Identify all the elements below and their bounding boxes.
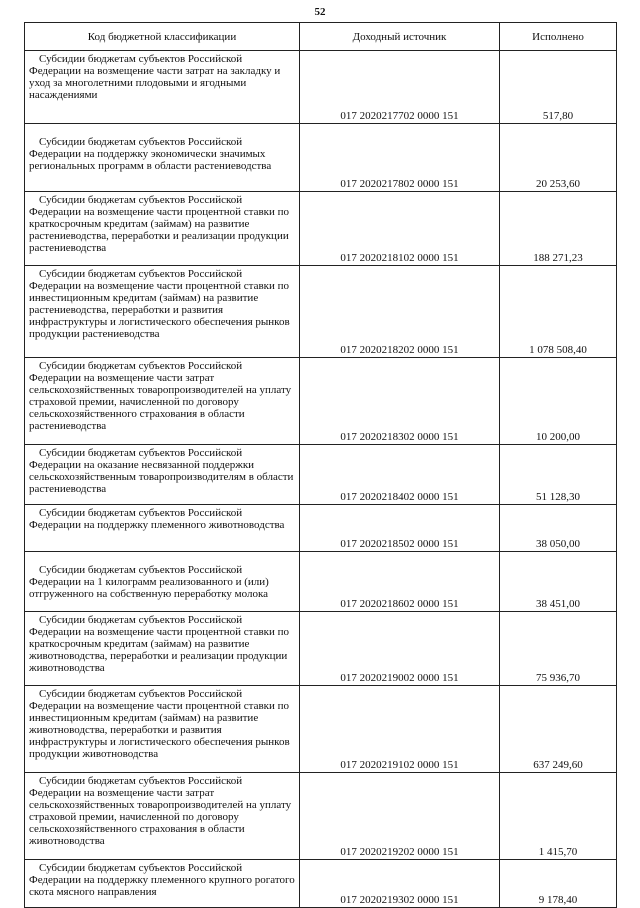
table-row bbox=[25, 773, 617, 860]
row-amount: 637 249,60 bbox=[500, 686, 617, 773]
row-amount: 188 271,23 bbox=[500, 192, 617, 266]
row-description-text: Субсидии бюджетам субъектов Российской Федерации на возмещение части процентной ставки по краткосрочным кредитам (займам) на развитие животноводства, переработки и реализации продукции животноводства bbox=[29, 614, 290, 674]
row-code: 017 2020219002 0000 151 bbox=[300, 612, 500, 686]
table-row bbox=[25, 445, 617, 505]
row-description bbox=[25, 124, 300, 192]
row-code: 017 2020218502 0000 151 bbox=[300, 505, 500, 552]
row-amount: 10 200,00 bbox=[500, 358, 617, 445]
row-description-text: Субсидии бюджетам субъектов Российской Федерации на поддержку племенного крупного рогатого скота мясного направления bbox=[29, 862, 295, 898]
row-code: 017 2020219302 0000 151 bbox=[300, 860, 500, 908]
row-code: 017 2020219102 0000 151 bbox=[300, 686, 500, 773]
header-source: Доходный источник bbox=[300, 23, 500, 51]
table-row bbox=[25, 192, 617, 266]
row-amount: 1 415,70 bbox=[500, 773, 617, 860]
table-row bbox=[25, 124, 617, 192]
row-description-text: Субсидии бюджетам субъектов Российской Федерации на возмещение части процентной ставки по инвестиционным кредитам (займам) на развитие растениеводства, переработки и развития инфраструктуры и логистического обеспечения рынков продукции растениеводства bbox=[29, 268, 290, 340]
row-description-text: Субсидии бюджетам субъектов Российской Федерации на поддержку племенного животноводства bbox=[29, 507, 285, 531]
table-row bbox=[25, 612, 617, 686]
row-amount: 20 253,60 bbox=[500, 124, 617, 192]
row-amount: 51 128,30 bbox=[500, 445, 617, 505]
table-row bbox=[25, 266, 617, 358]
row-code: 017 2020218402 0000 151 bbox=[300, 445, 500, 505]
row-description bbox=[25, 266, 300, 358]
row-description bbox=[25, 612, 300, 686]
row-description bbox=[25, 445, 300, 505]
row-description bbox=[25, 860, 300, 908]
table-header-row bbox=[25, 23, 617, 51]
row-code: 017 2020217802 0000 151 bbox=[300, 124, 500, 192]
row-description bbox=[25, 686, 300, 773]
row-description-text: Субсидии бюджетам субъектов Российской Федерации на оказание несвязанной поддержки сельскохозяйственным товаропроизводителям в области растениеводства bbox=[29, 447, 294, 495]
row-description bbox=[25, 358, 300, 445]
row-description bbox=[25, 505, 300, 552]
row-amount: 517,80 bbox=[500, 51, 617, 124]
row-description-text: Субсидии бюджетам субъектов Российской Федерации на поддержку экономически значимых региональных программ в области растениеводства bbox=[29, 136, 272, 172]
row-code: 017 2020217702 0000 151 bbox=[300, 51, 500, 124]
table-row bbox=[25, 552, 617, 612]
header-executed: Исполнено bbox=[500, 23, 617, 51]
row-description-text: Субсидии бюджетам субъектов Российской Федерации на возмещение части процентной ставки по инвестиционным кредитам (займам) на развитие животноводства, переработки и развития инфраструктуры и логистического обеспечения рынков продукции животноводства bbox=[29, 688, 290, 760]
page-number: 52 bbox=[314, 6, 326, 18]
header-classification: Код бюджетной классификации bbox=[25, 23, 300, 51]
row-description-text: Субсидии бюджетам субъектов Российской Федерации на возмещение части затрат сельскохозяйственных товаропроизводителей на уплату страховой премии, начисленной по договору сельскохозяйственного страхования в области растениеводства bbox=[29, 360, 292, 432]
row-amount: 38 451,00 bbox=[500, 552, 617, 612]
row-description-text: Субсидии бюджетам субъектов Российской Федерации на 1 килограмм реализованного и (или) отгруженного на собственную переработку молока bbox=[29, 564, 269, 600]
table-row bbox=[25, 358, 617, 445]
row-description-text: Субсидии бюджетам субъектов Российской Федерации на возмещение части затрат на закладку и уход за многолетними плодовыми и ягодными насаждениями bbox=[29, 53, 281, 101]
row-description bbox=[25, 192, 300, 266]
table-row bbox=[25, 505, 617, 552]
row-description-text: Субсидии бюджетам субъектов Российской Федерации на возмещение части процентной ставки по краткосрочным кредитам (займам) на развитие растениеводства, переработки и реализации продукции растениеводства bbox=[29, 194, 290, 254]
row-description bbox=[25, 552, 300, 612]
row-description bbox=[25, 773, 300, 860]
row-description-text: Субсидии бюджетам субъектов Российской Федерации на возмещение части затрат сельскохозяйственных товаропроизводителей на уплату страховой премии, начисленной по договору сельскохозяйственного страхования в области животноводства bbox=[29, 775, 292, 847]
row-code: 017 2020218602 0000 151 bbox=[300, 552, 500, 612]
row-amount: 75 936,70 bbox=[500, 612, 617, 686]
row-code: 017 2020219202 0000 151 bbox=[300, 773, 500, 860]
table-row bbox=[25, 860, 617, 908]
row-description bbox=[25, 51, 300, 124]
row-code: 017 2020218102 0000 151 bbox=[300, 192, 500, 266]
row-amount: 9 178,40 bbox=[500, 860, 617, 908]
row-code: 017 2020218202 0000 151 bbox=[300, 266, 500, 358]
budget-table bbox=[24, 22, 617, 908]
row-code: 017 2020218302 0000 151 bbox=[300, 358, 500, 445]
table-row bbox=[25, 51, 617, 124]
row-amount: 1 078 508,40 bbox=[500, 266, 617, 358]
row-amount: 38 050,00 bbox=[500, 505, 617, 552]
table-row bbox=[25, 686, 617, 773]
